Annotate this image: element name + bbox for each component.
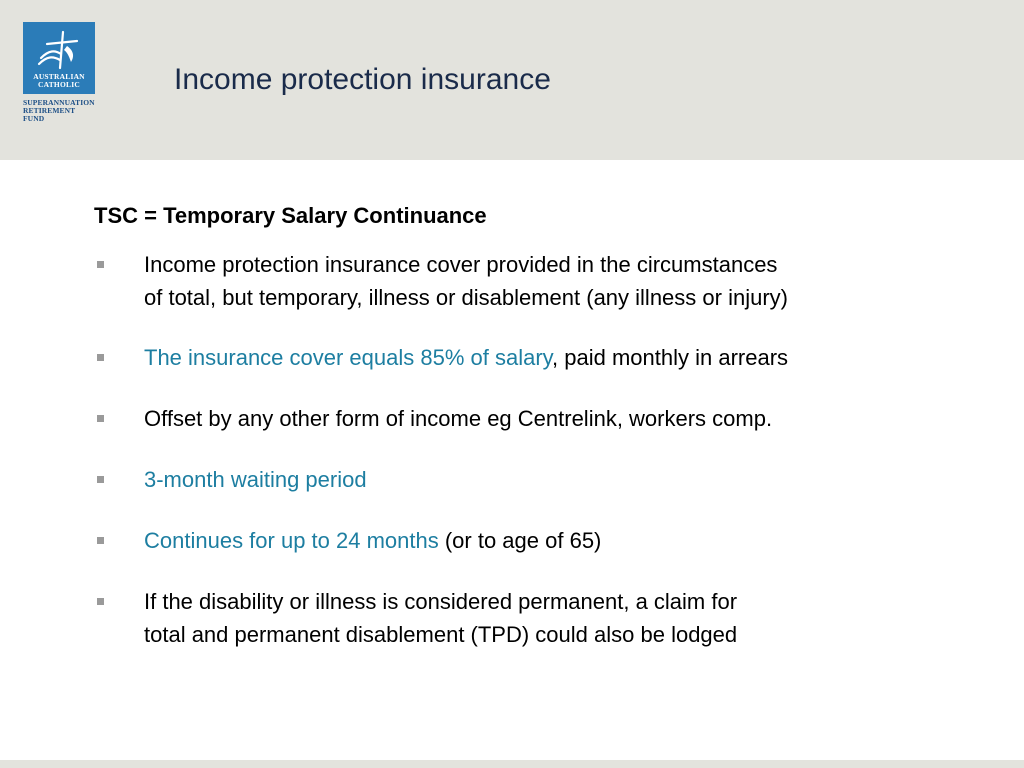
bullet-item bbox=[94, 248, 994, 314]
square-bullet-icon bbox=[97, 354, 104, 361]
bullet-item bbox=[94, 585, 994, 651]
bullet-text: , paid monthly in arrears bbox=[552, 345, 789, 370]
subheading: TSC = Temporary Salary Continuance bbox=[94, 203, 487, 228]
logo-sub-line2: RETIREMENT bbox=[23, 106, 76, 115]
logo-text-line2: CATHOLIC bbox=[38, 80, 80, 89]
square-bullet-icon bbox=[97, 598, 104, 605]
logo-subtext bbox=[23, 99, 95, 123]
bullet-item bbox=[94, 402, 994, 435]
fund-logo bbox=[23, 22, 95, 123]
bullet-text: Income protection insurance cover provided in the circumstances bbox=[144, 252, 778, 277]
logo-emblem bbox=[23, 22, 95, 94]
logo-text-line1: AUSTRALIAN bbox=[33, 72, 85, 81]
square-bullet-icon bbox=[97, 537, 104, 544]
bullet-item bbox=[94, 341, 994, 374]
logo-sub-line1: SUPERANNUATION bbox=[23, 98, 95, 107]
cross-emblem-icon bbox=[33, 28, 85, 72]
bullet-highlight: Continues for up to 24 months bbox=[144, 528, 439, 553]
square-bullet-icon bbox=[97, 476, 104, 483]
bullet-item bbox=[94, 463, 994, 496]
square-bullet-icon bbox=[97, 415, 104, 422]
header-band bbox=[0, 0, 1024, 160]
bullet-list bbox=[94, 248, 994, 651]
bullet-text: of total, but temporary, illness or disablement (any illness or injury) bbox=[144, 285, 788, 310]
logo-sub-line3: FUND bbox=[23, 114, 45, 123]
bullet-highlight: The insurance cover equals 85% of salary bbox=[144, 345, 553, 370]
bullet-text: Offset by any other form of income eg Centrelink, workers comp. bbox=[144, 406, 773, 431]
square-bullet-icon bbox=[97, 261, 104, 268]
bullet-text: If the disability or illness is considered permanent, a claim for bbox=[144, 589, 738, 614]
slide-content bbox=[94, 200, 994, 651]
bullet-text: total and permanent disablement (TPD) could also be lodged bbox=[144, 622, 738, 647]
footer-band bbox=[0, 760, 1024, 768]
bullet-text: (or to age of 65) bbox=[438, 528, 602, 553]
bullet-item bbox=[94, 524, 994, 557]
bullet-highlight: 3-month waiting period bbox=[144, 467, 367, 492]
slide-title: Income protection insurance bbox=[174, 63, 551, 96]
